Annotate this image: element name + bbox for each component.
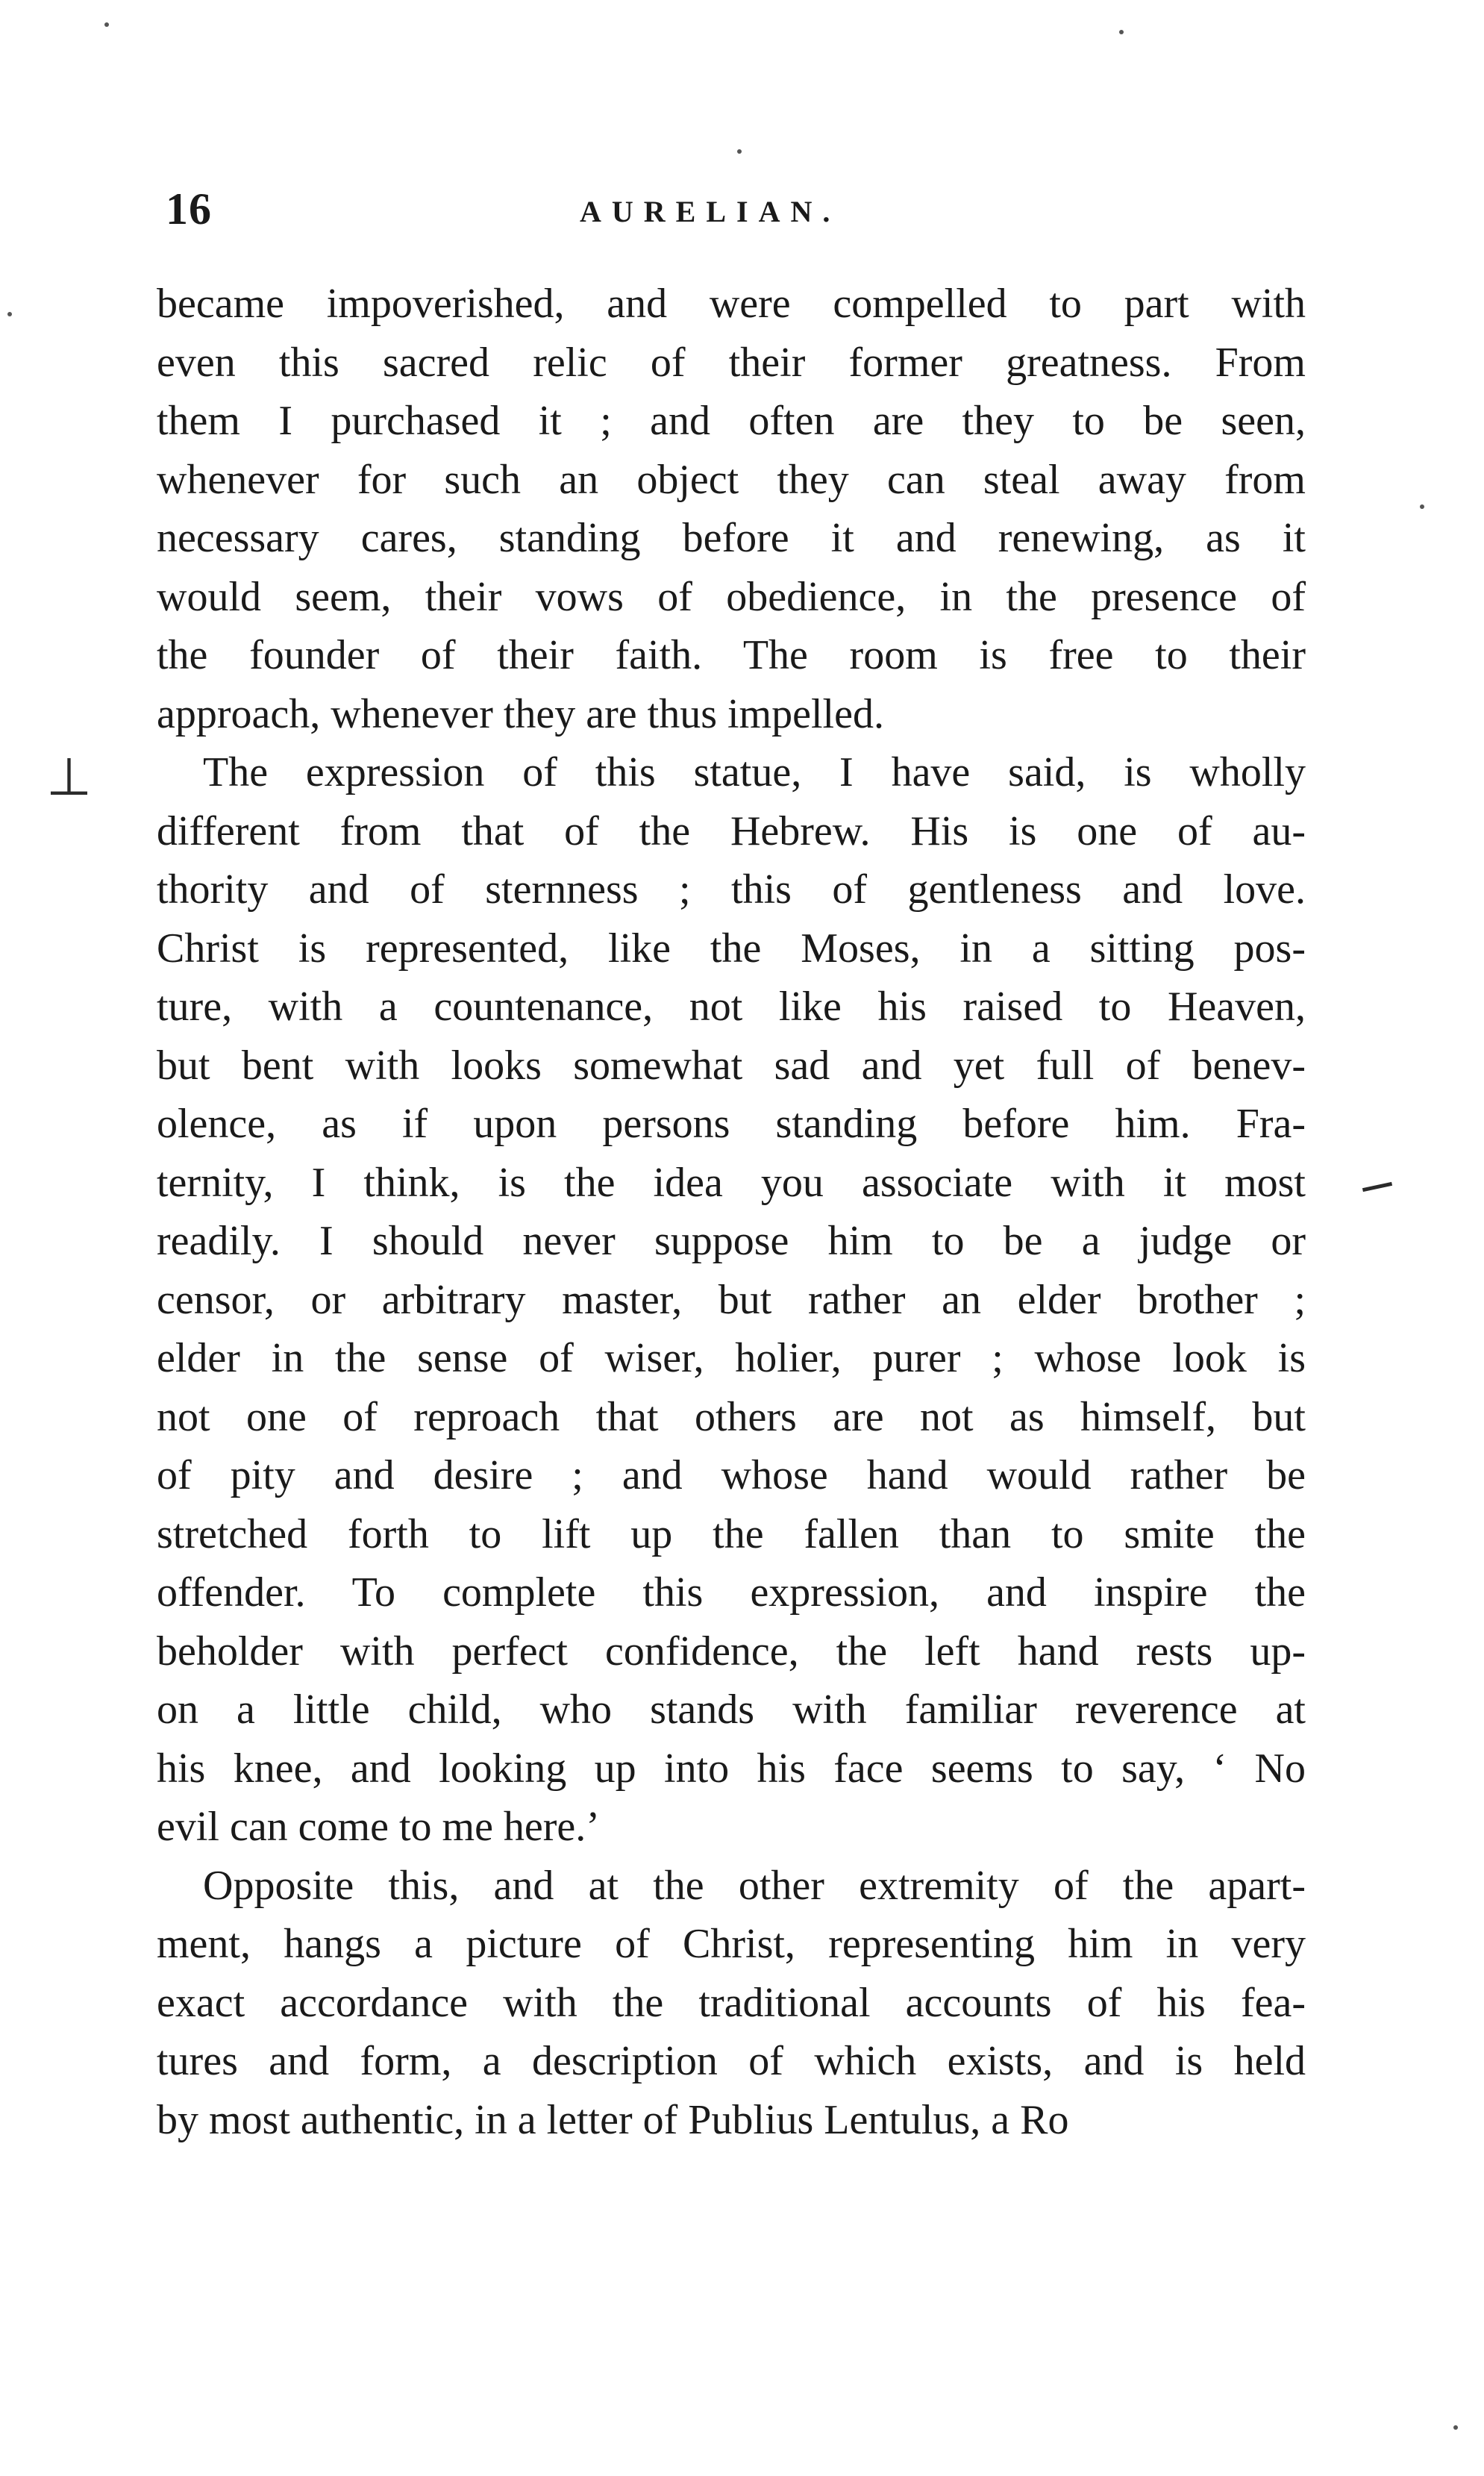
handwritten-margin-mark: ⊥ bbox=[46, 746, 92, 807]
text-line: on a little child, who stands with familiar reverence at bbox=[157, 1686, 1306, 1733]
text-line: thority and of sternness ; this of gentleness and love. bbox=[157, 866, 1306, 913]
paper-speck bbox=[737, 149, 742, 154]
page-header bbox=[166, 184, 1300, 243]
text-line: by most authentic, in a letter of Publius Lentulus, a Ro bbox=[157, 2096, 1069, 2143]
page-number: 16 bbox=[166, 184, 212, 234]
text-line: evil can come to me here.’ bbox=[157, 1804, 600, 1850]
text-line: Opposite this, and at the other extremity of the apart- bbox=[203, 1862, 1306, 1909]
text-line: censor, or arbitrary master, but rather an elder brother ; bbox=[157, 1276, 1306, 1323]
text-line: stretched forth to lift up the fallen than to smite the bbox=[157, 1510, 1306, 1557]
text-line: ment, hangs a picture of Christ, representing him in very bbox=[157, 1921, 1306, 1967]
running-title: AURELIAN. bbox=[580, 195, 841, 228]
text-line: tures and form, a description of which exists, and is held bbox=[157, 2038, 1306, 2084]
body-text bbox=[157, 275, 1306, 2149]
text-line: The expression of this statue, I have said, is wholly bbox=[203, 749, 1306, 795]
text-line: became impoverished, and were compelled to part with bbox=[157, 281, 1306, 327]
text-line: would seem, their vows of obedience, in the presence of bbox=[157, 573, 1306, 620]
text-line: them I purchased it ; and often are they to be seen, bbox=[157, 398, 1306, 444]
text-line: even this sacred relic of their former greatness. From bbox=[157, 339, 1306, 386]
text-line: but bent with looks somewhat sad and yet full of benev- bbox=[157, 1042, 1306, 1089]
text-line: olence, as if upon persons standing before him. Fra- bbox=[157, 1101, 1306, 1147]
text-line: necessary cares, standing before it and renewing, as it bbox=[157, 515, 1306, 561]
text-line: of pity and desire ; and whose hand would rather be bbox=[157, 1452, 1306, 1498]
text-line: readily. I should never suppose him to be a judge or bbox=[157, 1218, 1306, 1264]
text-line: his knee, and looking up into his face seems to say, ‘ No bbox=[157, 1745, 1306, 1792]
text-line: elder in the sense of wiser, holier, purer ; whose look is bbox=[157, 1335, 1306, 1381]
text-line: different from that of the Hebrew. His is one of au- bbox=[157, 807, 1306, 854]
paper-speck bbox=[104, 22, 109, 27]
paper-speck bbox=[7, 312, 12, 316]
paper-speck bbox=[1453, 2425, 1458, 2430]
margin-pencil-dash bbox=[1362, 1182, 1392, 1192]
text-line: ture, with a countenance, not like his raised to Heaven, bbox=[157, 984, 1306, 1030]
text-line: the founder of their faith. The room is free to their bbox=[157, 632, 1306, 678]
text-line: not one of reproach that others are not as himself, but bbox=[157, 1393, 1306, 1440]
text-line: approach, whenever they are thus impelled. bbox=[157, 690, 884, 737]
paper-speck bbox=[1119, 30, 1124, 34]
paper-speck bbox=[1420, 504, 1424, 509]
text-line: beholder with perfect confidence, the left hand rests up- bbox=[157, 1628, 1306, 1675]
text-line: offender. To complete this expression, and inspire the bbox=[157, 1569, 1306, 1616]
text-line: exact accordance with the traditional accounts of his fea- bbox=[157, 1979, 1306, 2026]
text-line: whenever for such an object they can steal away from bbox=[157, 456, 1306, 503]
text-line: ternity, I think, is the idea you associate with it most bbox=[157, 1159, 1306, 1206]
text-line: Christ is represented, like the Moses, in a sitting pos- bbox=[157, 925, 1306, 972]
